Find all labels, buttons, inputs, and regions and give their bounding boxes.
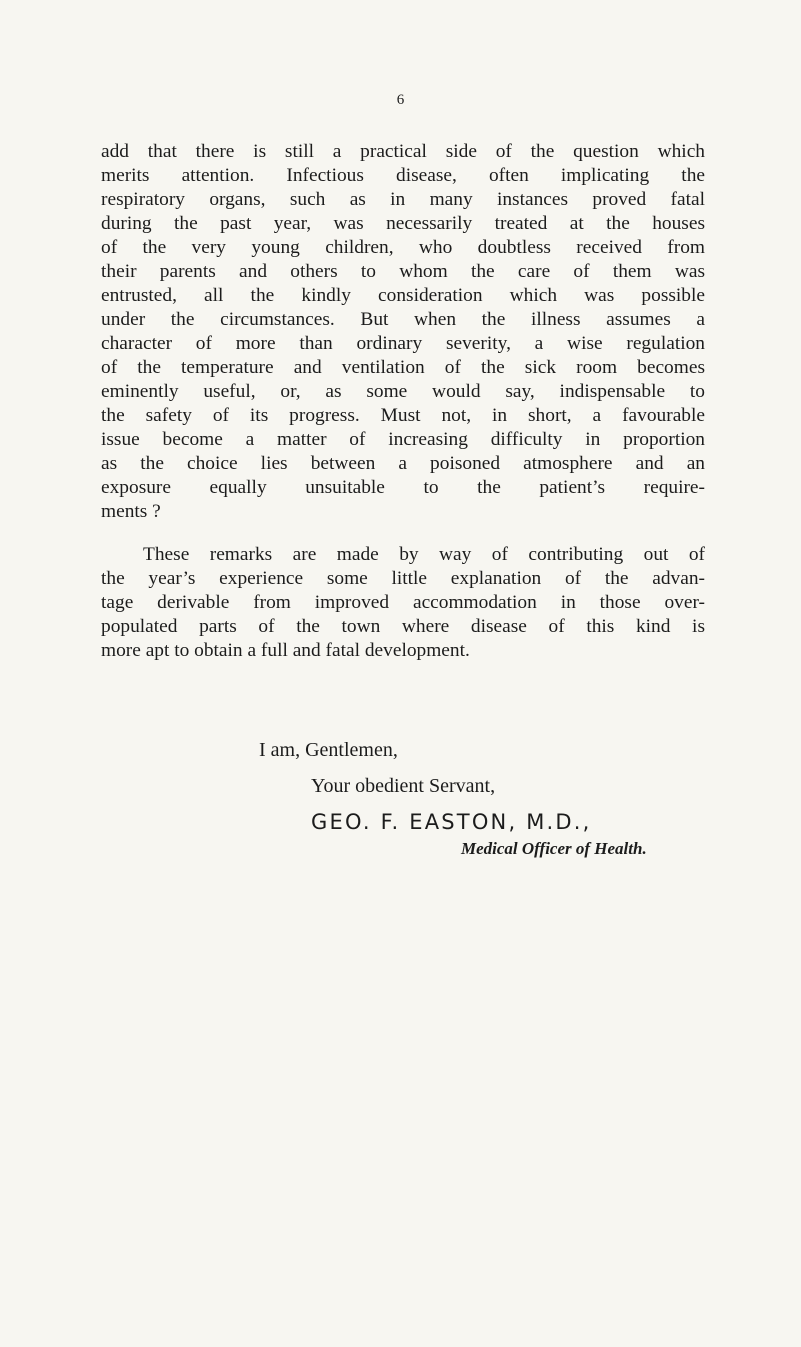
text-line: issue become a matter of increasing difficulty in proportion: [101, 429, 705, 450]
text-line: more apt to obtain a full and fatal development.: [101, 640, 470, 661]
signature-title: Medical Officer of Health.: [461, 839, 647, 858]
text-line: the year’s experience some little explanation of the advan-: [101, 568, 705, 589]
text-line: exposure equally unsuitable to the patient’s require-: [101, 477, 705, 498]
text-line: character of more than ordinary severity, a wise regulation: [101, 333, 705, 354]
text-line: ments ?: [101, 501, 161, 522]
text-line: entrusted, all the kindly consideration which was possible: [101, 285, 705, 306]
text-line: tage derivable from improved accommodation in those over-: [101, 592, 705, 613]
page-number: 6: [396, 92, 405, 108]
paragraph-2: [101, 543, 705, 663]
paragraph-2-text: [101, 543, 705, 663]
text-line: the safety of its progress. Must not, in short, a favourable: [101, 405, 705, 426]
text-line: merits attention. Infectious disease, often implicating the: [101, 165, 705, 186]
text-line: under the circumstances. But when the illness assumes a: [101, 309, 705, 330]
text-line: add that there is still a practical side of the question which: [101, 141, 705, 162]
closing-salutation: I am, Gentlemen,: [259, 739, 398, 761]
text-line: of the very young children, who doubtless received from: [101, 237, 705, 258]
text-line: populated parts of the town where disease of this kind is: [101, 616, 705, 637]
text-line: as the choice lies between a poisoned atmosphere and an: [101, 453, 705, 474]
signature-name: GEO. F. EASTON, M.D.,: [311, 810, 592, 834]
text-line: their parents and others to whom the care of them was: [101, 261, 705, 282]
text-line: during the past year, was necessarily treated at the houses: [101, 213, 705, 234]
paragraph-1: [101, 140, 705, 524]
text-line: eminently useful, or, as some would say, indispensable to: [101, 381, 705, 402]
text-line: These remarks are made by way of contributing out of: [143, 544, 705, 565]
closing-valediction: Your obedient Servant,: [311, 775, 496, 797]
text-line: respiratory organs, such as in many instances proved fatal: [101, 189, 705, 210]
paragraph-1-text: [101, 140, 705, 524]
text-line: of the temperature and ventilation of the sick room becomes: [101, 357, 705, 378]
